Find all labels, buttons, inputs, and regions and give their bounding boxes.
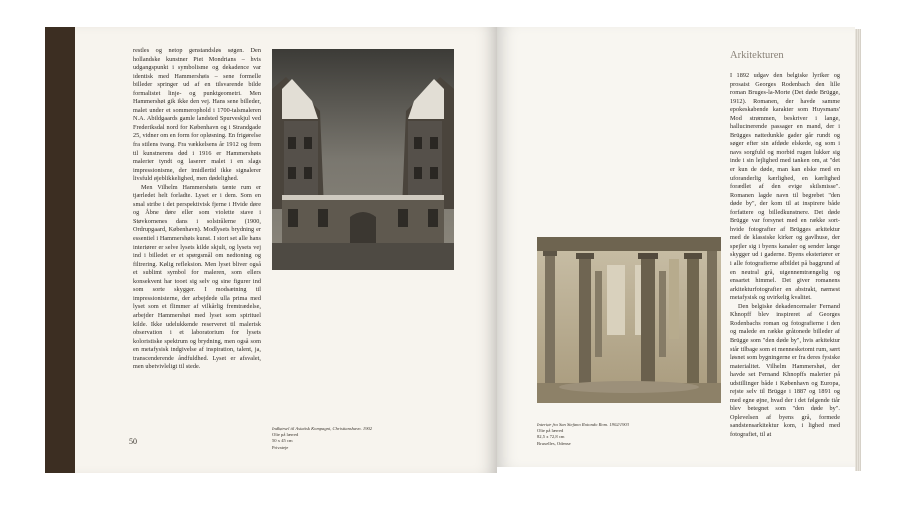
caption-owner: Bruxelles, Odense xyxy=(537,440,571,446)
caption-owner: Privateje xyxy=(272,444,289,450)
caption-medium: Olie på lærred xyxy=(272,432,299,438)
open-book xyxy=(45,27,860,473)
painting-rotunda-interior xyxy=(537,237,721,403)
left-page-body xyxy=(133,47,261,372)
section-heading: Arkitekturen xyxy=(730,50,784,61)
caption-medium: Olie på lærred xyxy=(537,428,564,434)
page-number: 50 xyxy=(129,437,137,446)
caption-dimensions: 50 x 45 cm xyxy=(272,438,293,444)
painting-courtyard xyxy=(272,49,454,270)
right-page-body xyxy=(730,72,840,440)
right-page xyxy=(497,27,855,467)
right-paragraph-1: I 1892 udgav den belgiske lyriker og prosaist Georges Rodenbach den lille roman Bruges-la-Morte (Det døde Brügge, 1912). Romanen, der havde samme epokeskabende karakter som Huysmans' Mod strømmen, beskriver i lange, hallucinerende passager en mand, der i Brügges nattedunkle gader går rundt og søger efter sin afdøde elskede, og som i navs sorgfuld og morbid rugen lukker sig inde i sin lejlighed med tanken om, at "det er kun de døde, man kan elske med en uforanderlig kærlighed, en kærlighed forædlet af den evige skilsmisse". Romanen lagde navn til begrebet "den døde by", der kom til at inspirere både forfattere og billedkunstnere. Det døde Brügge var forsynet med en række sort-hvide fotografier af Brügges arkitektur med de klassiske kirker og gavlhuse, der spejler sig i byens kanaler og sender lange skygger ud i gaderne. Byens eksteriører er i alle fotografierne afbildet på baggrund af en neutral grå, uigennemtrængelig og ensartet himmel. Det giver romanens arkitekturfotografier en abstrakt, næmest metafysisk og uvirkelig kvalitet. xyxy=(730,72,840,302)
left-paragraph-1: restles og netop genstandsløs søgen. Den hollandske kunstner Piet Mondrians – hvis udgangspunkt i symbolisme og dekadence var identisk med Hammershøis – sene formelle billeder springer ud af en tilsvarende bilde formalistet linje- og punktgeometri. Men Hammershøi gik ikke den vej. Hans sene billeder, malet under et sommerophold i 1700-talsmaleren N.A. Abildgaards gamle landsted Spurveskjul ved Frederiksdal nord for København og i Strandgade 25, vidner om en form for opløsning. En frigørelse fra stilens tvang. Fra vækkelsens år 1912 og frem til kunstnerens død i 1916 er Hammershøis malerier tyndt og lasereт malet i en slags impressionisme, der imidlertid ikke signalerer livsfuld øjeblikkelighed, men dødelighed. xyxy=(133,47,261,183)
caption-dimensions: 82,5 x 72,8 cm xyxy=(537,434,565,440)
book-cover-edge xyxy=(45,27,75,473)
right-paragraph-2: Den belgiske dekadencemaler Fernand Khnopff blev inspireret af Georges Rodenbachs roman og fotografierne i den og malede en række gråtonede billeder af Brügge som "den døde by", hvis arkitektur står tilbage som et mennesketomt rum, sært løsnet som bygningerne er fra deres fysiske materialitet. Vilhelm Hammershøi, der havde set Fernand Khnopffs malerier på udstillinger både i København og Europa, rejste selv til Brügge i 1887 og 1891 og med egne øjne, hvad der i det følgende tiår blev betegnet som "den døde by". Oplevelsen af byens grå, formede sandstensarkitektur kom, i lighed med fotografiet, til at xyxy=(730,302,840,438)
left-paragraph-2: Men Vilhelm Hammershøis tænte rum er tjærledet helt forladte. Lyset er i dem. Som en smal stribe i det perspektivisk fjerne i Hvide døre og Åbne døre eller som violette stave i Støvkornenes dans i solstrålerne (1900, Ordrupgaard, København). Modlysets brydning er essentiel i Hammershøis kunst. I stort set alle hans interiører er selve lysets kilde skjult, og lysets vej ind i billedet er et spørgsmål om nedtoning og filtrering. Kølig refleksion. Men lyset bliver også et sublimt symbol for maleren, som ellers konsekvent har tooet sig selv og sine figurer ind som sorte skygger. I modsætning til impressionisterne, der arbejdede ulla prima med lyset som et flimmer af vilkårlig fremtrædelse, arbejder Hammershøi med lyset som spirituel kilde. Ikke udelukkende reserveret til malerisk observation i et laboratorium for lysets koloristiske spektrum og brydning, men også som en metafysisk indgivelse af inspiration, talent, ja, transcenderende åndfuldhed. Lyset er afsvalet, men ubetvivleligt til stede. xyxy=(133,183,261,371)
left-page xyxy=(75,27,497,473)
page-block-edge xyxy=(855,29,861,471)
caption-right-painting xyxy=(537,422,687,447)
caption-left-painting xyxy=(272,426,422,451)
caption-title: Indkørsel til Asiatisk Kompagni, Christianshavn. 1902 xyxy=(272,426,373,431)
caption-title: Interiør fra San Stefano Rotondo Rom. 1902/1903 xyxy=(537,422,629,427)
